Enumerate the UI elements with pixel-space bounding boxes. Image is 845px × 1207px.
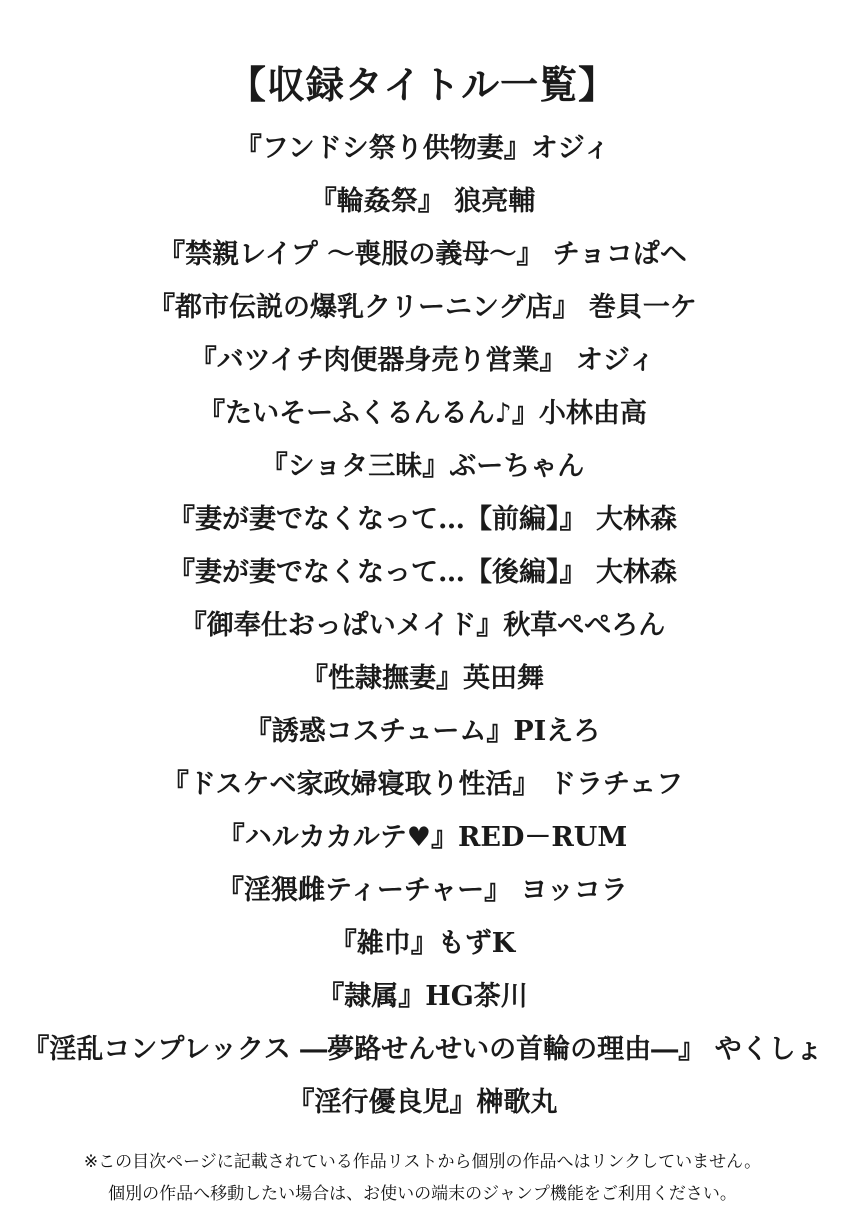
footer-notes <box>24 1150 821 1207</box>
list-item: 『淫行優良児』榊歌丸 <box>288 1089 558 1116</box>
list-item: 『淫乱コンプレックス ―夢路せんせいの首輪の理由―』 やくしょ <box>22 1036 822 1063</box>
list-item: 『雑巾』もずK <box>330 930 515 957</box>
title-list <box>24 135 821 1142</box>
list-item: 『ハルカカルテ♥』RED－RUM <box>218 824 628 851</box>
list-item: 『都市伝説の爆乳クリーニング店』 巻貝一ケ <box>148 294 697 321</box>
list-item: 『妻が妻でなくなって…【後編】』 大林森 <box>168 559 677 586</box>
list-item: 『性隷撫妻』英田舞 <box>301 665 544 692</box>
list-item: 『淫猥雌ティーチャー』 ヨッコラ <box>217 877 628 904</box>
list-item: 『隷属』HG茶川 <box>317 983 528 1010</box>
list-item: 『ショタ三昧』ぶーちゃん <box>261 453 584 480</box>
page-title: 【収録タイトル一覧】 <box>228 54 617 109</box>
list-item: 『妻が妻でなくなって…【前編】』 大林森 <box>168 506 677 533</box>
list-item: 『輪姦祭』 狼亮輔 <box>310 188 535 215</box>
list-item: 『禁親レイプ 〜喪服の義母〜』 チョコぱヘ <box>158 241 687 268</box>
list-item: 『誘惑コスチューム』PIえろ <box>245 718 601 745</box>
list-item: 『たいそーふくるんるん♪』小林由高 <box>198 400 647 427</box>
list-item: 『フンドシ祭り供物妻』オジィ <box>235 135 610 162</box>
list-item: 『ドスケベ家政婦寝取り性活』 ドラチェフ <box>162 771 683 798</box>
note-line: 個別の作品へ移動したい場合は、お使いの端末のジャンプ機能をご利用ください。 <box>108 1182 737 1207</box>
note-line: ※この目次ページに記載されている作品リストから個別の作品へはリンクしていません。 <box>84 1150 761 1176</box>
list-item: 『バツイチ肉便器身売り営業』 オジィ <box>190 347 655 374</box>
list-item: 『御奉仕おっぱいメイド』秋草ぺぺろん <box>180 612 665 639</box>
